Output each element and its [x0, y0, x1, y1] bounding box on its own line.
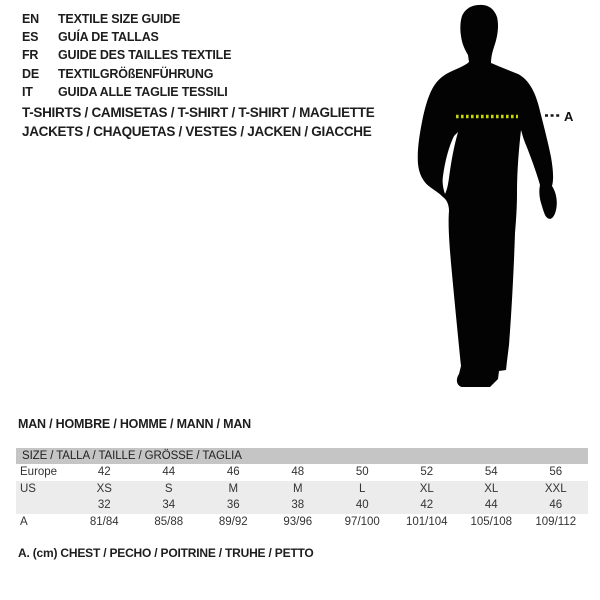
table-cell: 105/108	[470, 515, 513, 528]
table-cell: 38	[291, 499, 305, 511]
row-label	[16, 497, 72, 514]
table-cell: 101/104	[405, 515, 448, 528]
language-title: TEXTILE SIZE GUIDE	[58, 12, 181, 26]
language-row	[22, 28, 231, 46]
table-cell: 56	[549, 466, 563, 478]
table-cell: 93/96	[283, 515, 313, 528]
man-silhouette-icon	[400, 0, 580, 400]
language-row	[22, 46, 231, 64]
language-row	[22, 83, 231, 101]
table-row-numeric	[16, 497, 588, 514]
table-cell: 81/84	[89, 515, 119, 528]
table-cell: M	[292, 482, 303, 495]
table-cell: S	[164, 482, 173, 495]
language-code: IT	[22, 84, 33, 99]
table-cell: M	[228, 482, 239, 495]
measurement-footnote: A. (cm) CHEST / PECHO / POITRINE / TRUHE / PETTO	[18, 546, 314, 560]
table-row-europe	[16, 464, 588, 481]
language-title: GUIDE DES TAILLES TEXTILE	[58, 48, 232, 63]
table-cell: 46	[226, 466, 240, 478]
table-cell: XXL	[544, 482, 567, 495]
table-cell: 44	[162, 466, 176, 478]
man-silhouette-body	[418, 5, 557, 387]
measure-label-a: A	[564, 109, 574, 124]
language-title-list	[22, 10, 231, 101]
language-title: TEXTILGRÖßENFÜHRUNG	[58, 66, 214, 81]
table-cell: XS	[96, 482, 112, 495]
table-cell: 48	[291, 466, 305, 478]
table-cell: XL	[419, 482, 434, 495]
row-label: Europe	[20, 466, 58, 478]
language-title: GUÍA DE TALLAS	[58, 30, 159, 45]
garment-category-line2: JACKETS / CHAQUETAS / VESTES / JACKEN / GIACCHE	[22, 124, 372, 139]
table-cell: 42	[97, 466, 111, 478]
table-cell: 40	[355, 499, 369, 511]
table-cell: 97/100	[344, 515, 380, 528]
language-code: FR	[22, 48, 39, 63]
table-cell: 89/92	[218, 515, 248, 528]
table-cell: 32	[97, 499, 111, 511]
table-cell: 85/88	[154, 515, 184, 528]
table-cell: 50	[355, 466, 369, 478]
table-cell: 54	[484, 466, 498, 478]
table-cell: 44	[484, 499, 498, 511]
language-code: EN	[22, 12, 39, 26]
table-cell: 52	[420, 466, 434, 478]
table-cell: 42	[420, 499, 434, 511]
garment-category-line1: T-SHIRTS / CAMISETAS / T-SHIRT / T-SHIRT / MAGLIETTE	[22, 105, 375, 120]
language-row	[22, 65, 231, 83]
language-title: GUIDA ALLE TAGLIE TESSILI	[58, 84, 228, 99]
table-row-us	[16, 481, 588, 498]
section-title: MAN / HOMBRE / HOMME / MANN / MAN	[18, 417, 251, 431]
language-code: DE	[22, 66, 39, 81]
table-cell: L	[359, 482, 366, 495]
row-label: A	[20, 515, 28, 528]
table-row-chest-a	[16, 514, 588, 531]
table-cell: 34	[162, 499, 176, 511]
table-cell: 46	[549, 499, 563, 511]
table-cell: 36	[226, 499, 240, 511]
size-table-header: SIZE / TALLA / TAILLE / GRÖSSE / TAGLIA	[16, 448, 588, 464]
table-cell: XL	[484, 482, 499, 495]
language-row	[22, 10, 231, 28]
size-table	[16, 448, 588, 530]
row-label: US	[20, 482, 36, 495]
garment-category	[22, 103, 374, 141]
language-code: ES	[22, 30, 39, 45]
table-cell: 109/112	[535, 515, 577, 528]
